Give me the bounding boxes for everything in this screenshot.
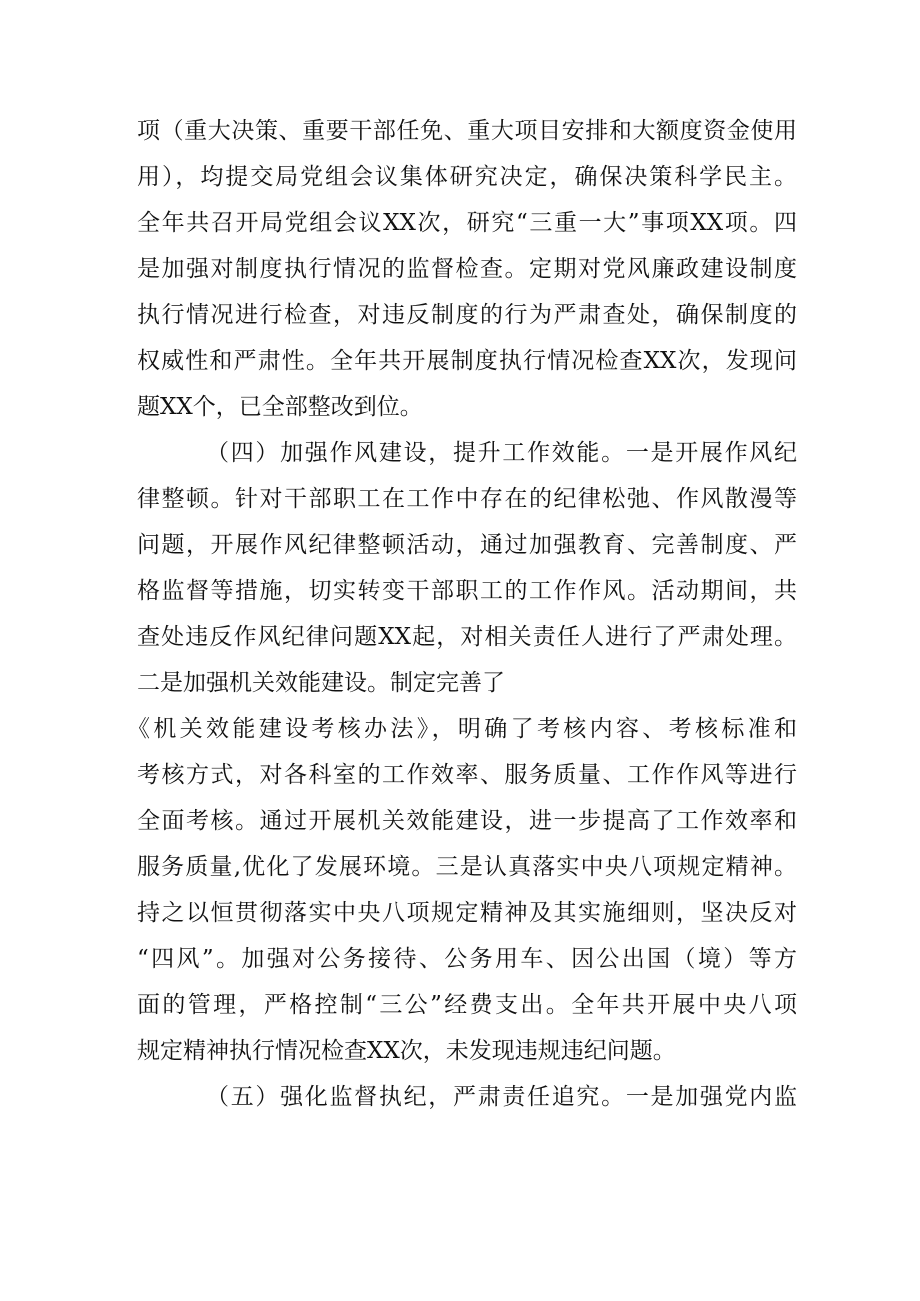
paragraph-first-line: （五）强化监督执纪，严肃责任追究。一是加强党内监 (206, 1084, 797, 1110)
text-line: 二是加强机关效能建设。制定完善了 (137, 670, 505, 696)
text-line: 权威性和严肃性。全年共开展制度执行情况检查XX次，发现问 (137, 348, 797, 374)
body-text (127, 108, 797, 1120)
text-line: 查处违反作风纪律问题XX起，对相关责任人进行了严肃处理。 (137, 624, 797, 650)
text-line: 全面考核。通过开展机关效能建设，进一步提高了工作效率和 (137, 808, 797, 834)
text-line: 面的管理，严格控制“三公”经费支出。全年共开展中央八项 (137, 992, 797, 1018)
paragraph-first-line: （四）加强作风建设，提升工作效能。一是开展作风纪 (206, 440, 797, 466)
text-line: 用），均提交局党组会议集体研究决定，确保决策科学民主。 (137, 164, 797, 190)
text-line: 考核方式，对各科室的工作效率、服务质量、工作作风等进行 (137, 762, 797, 788)
text-line: 律整顿。针对干部职工在工作中存在的纪律松弛、作风散漫等 (137, 486, 797, 512)
text-line: 持之以恒贯彻落实中央八项规定精神及其实施细则，坚决反对 (137, 900, 797, 926)
text-line: 题XX个，已全部整改到位。 (137, 394, 423, 420)
text-line: 是加强对制度执行情况的监督检查。定期对党风廉政建设制度 (137, 256, 797, 282)
text-line: “四风”。加强对公务接待、公务用车、因公出国（境）等方 (137, 946, 797, 972)
text-line: 项（重大决策、重要干部任免、重大项目安排和大额度资金使用 (137, 118, 797, 144)
text-line: 全年共召开局党组会议XX次，研究“三重一大”事项XX项。四 (137, 210, 797, 236)
text-line: 规定精神执行情况检查XX次，未发现违规违纪问题。 (137, 1038, 676, 1064)
text-line: 问题，开展作风纪律整顿活动，通过加强教育、完善制度、严 (137, 532, 797, 558)
text-line: 服务质量,优化了发展环境。三是认真落实中央八项规定精神。 (137, 854, 797, 880)
text-line: 《机关效能建设考核办法》，明确了考核内容、考核标准和 (127, 716, 797, 742)
text-line: 执行情况进行检查，对违反制度的行为严肃查处，确保制度的 (137, 302, 797, 328)
text-line: 格监督等措施，切实转变干部职工的工作作风。活动期间，共 (137, 578, 797, 604)
